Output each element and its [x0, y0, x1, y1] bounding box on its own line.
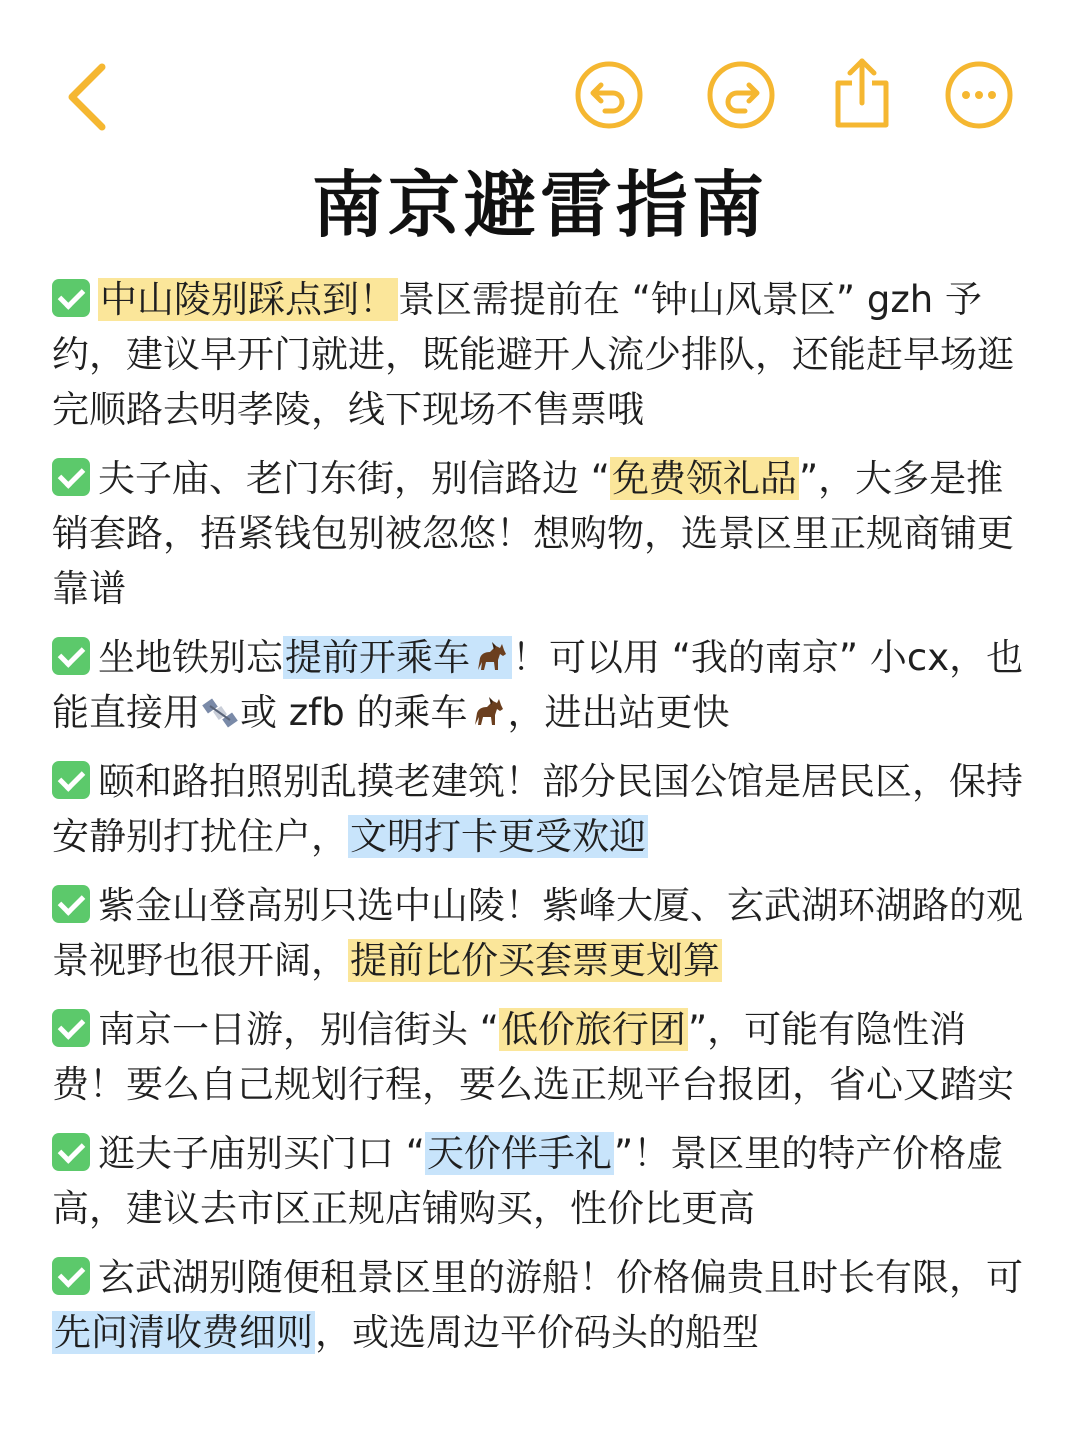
share-button[interactable]	[826, 52, 898, 132]
check-icon	[52, 1009, 90, 1047]
item-text: ”，可能有隐性消费！要么自己规划行程，要么选正规平台报团，省心又踏实	[52, 1008, 1014, 1106]
item-text: 坐地铁别忘	[98, 636, 283, 679]
highlight-text: 低价旅行团	[500, 1008, 686, 1051]
horse-icon	[467, 695, 507, 731]
more-button[interactable]	[942, 58, 1016, 132]
check-icon	[52, 458, 90, 496]
chevron-left-icon	[58, 57, 118, 137]
highlight-text	[283, 636, 512, 679]
highlight-text: 中山陵别踩点到！	[100, 278, 396, 321]
list-item	[52, 1126, 1028, 1236]
back-button[interactable]	[48, 52, 128, 142]
note-body	[52, 272, 1028, 1374]
item-text: 玄武湖别随便租景区里的游船！价格偏贵且时长有限，可	[98, 1256, 1023, 1299]
check-icon	[52, 761, 90, 799]
top-toolbar	[0, 0, 1080, 150]
highlight-text: 提前比价买套票更划算	[350, 939, 720, 982]
item-text: ，进出站更快	[507, 691, 730, 734]
check-icon	[52, 1257, 90, 1295]
item-text: ”！景区里的特产价格虚高，建议去市区正规店铺购买，性价比更高	[52, 1132, 1004, 1230]
item-text: ”，大多是推销套路，捂紧钱包别被忽悠！想购物，选景区里正规商铺更靠谱	[52, 457, 1014, 610]
item-text: ！可以用 “我的南京” 小cx，也能直接用	[52, 636, 1024, 734]
check-icon	[52, 279, 90, 317]
undo-icon	[573, 59, 645, 131]
highlight-text: 天价伴手礼	[426, 1132, 612, 1175]
list-item	[52, 754, 1028, 864]
highlight-text: 免费领礼品	[611, 457, 797, 500]
item-text: 南京一日游，别信街头 “	[98, 1008, 499, 1051]
item-text: 景区需提前在 “钟山风景区” gzh 予约，建议早开门就进，既能避开人流少排队，还能赶早场逛完顺路去明孝陵，线下现场不售票哦	[52, 278, 1014, 431]
more-icon	[943, 59, 1015, 131]
highlight-label: 提前开乘车	[285, 636, 470, 679]
share-icon	[830, 53, 894, 131]
list-item	[52, 630, 1028, 740]
check-icon	[52, 637, 90, 675]
list-item	[52, 878, 1028, 988]
page-title: 南京避雷指南	[311, 163, 768, 247]
item-text: 颐和路拍照别乱摸老建筑！部分民国公馆是居民区，保持安静别打扰住户，	[52, 760, 1023, 858]
list-item	[52, 451, 1028, 616]
item-text: 或 zfb 的乘车	[240, 691, 468, 734]
satellite-icon	[200, 695, 240, 731]
item-text: 夫子庙、老门东街，别信路边 “	[98, 457, 610, 500]
list-item	[52, 1250, 1028, 1360]
highlight-text: 先问清收费细则	[54, 1311, 313, 1354]
undo-button[interactable]	[572, 58, 646, 132]
highlight-text: 文明打卡更受欢迎	[350, 815, 646, 858]
check-icon	[52, 885, 90, 923]
redo-icon	[705, 59, 777, 131]
redo-button[interactable]	[704, 58, 778, 132]
item-text: 逛夫子庙别买门口 “	[98, 1132, 425, 1175]
check-icon	[52, 1133, 90, 1171]
horse-icon	[470, 640, 510, 676]
list-item	[52, 272, 1028, 437]
list-item	[52, 1002, 1028, 1112]
item-text: 紫金山登高别只选中山陵！紫峰大厦、玄武湖环湖路的观景视野也很开阔，	[52, 884, 1023, 982]
item-text: ，或选周边平价码头的船型	[315, 1311, 759, 1354]
